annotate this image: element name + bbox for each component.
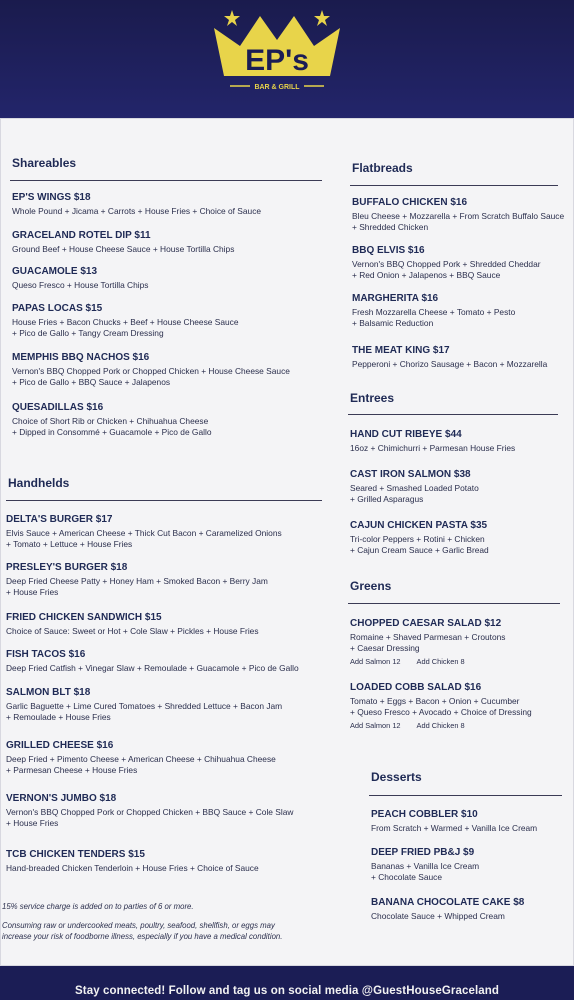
description-line: + Queso Fresco + Avocado + Choice of Dressing xyxy=(350,707,532,717)
menu-item-name: EP'S WINGS $18 xyxy=(12,192,91,203)
menu-item xyxy=(6,739,276,776)
menu-item xyxy=(12,302,239,339)
menu-item xyxy=(6,611,259,637)
menu-item-description xyxy=(12,366,290,388)
menu-item-description xyxy=(371,911,524,922)
section-title-greens: Greens xyxy=(350,579,392,593)
menu-item-description xyxy=(352,359,547,370)
menu-item-description xyxy=(352,307,515,329)
description-line: + House Fries xyxy=(6,818,59,828)
menu-item xyxy=(12,265,148,291)
addon-option: Add Salmon 12 xyxy=(350,657,401,666)
menu-item xyxy=(371,808,537,834)
menu-item xyxy=(352,344,547,370)
menu-item-name: QUESADILLAS $16 xyxy=(12,402,104,413)
description-line: + Balsamic Reduction xyxy=(352,318,434,328)
menu-item-description xyxy=(352,259,541,281)
description-line: + Pico de Gallo + Tangy Cream Dressing xyxy=(12,328,164,338)
menu-item xyxy=(6,686,282,723)
divider xyxy=(350,185,558,186)
menu-item-name: BUFFALO CHICKEN $16 xyxy=(352,197,468,208)
menu-item-description xyxy=(6,807,293,829)
divider xyxy=(369,795,562,796)
menu-item-name: FRIED CHICKEN SANDWICH $15 xyxy=(6,612,162,623)
menu-item-name: MEMPHIS BBQ NACHOS $16 xyxy=(12,352,150,363)
description-line: Bleu Cheese + Mozzarella + From Scratch Buffalo Sauce xyxy=(352,211,565,221)
menu-item-name: TCB CHICKEN TENDERS $15 xyxy=(6,849,145,860)
menu-item-name: GUACAMOLE $13 xyxy=(12,266,98,277)
menu-item xyxy=(352,292,515,329)
description-line: Deep Fried + Pimento Cheese + American Cheese + Chihuahua Cheese xyxy=(6,754,276,764)
menu-item-description xyxy=(371,823,537,834)
description-line: Deep Fried Cheese Patty + Honey Ham + Smoked Bacon + Berry Jam xyxy=(6,576,268,586)
description-line: Tomato + Eggs + Bacon + Onion + Cucumber xyxy=(350,696,520,706)
svg-text:EP's: EP's xyxy=(245,44,309,77)
divider xyxy=(348,603,560,604)
description-line: 16oz + Chimichurri + Parmesan House Fries xyxy=(350,443,516,453)
description-line: Vernon's BBQ Chopped Pork or Chopped Chicken + House Cheese Sauce xyxy=(12,366,290,376)
menu-item xyxy=(6,848,259,874)
section-title-handhelds: Handhelds xyxy=(8,476,70,490)
menu-item xyxy=(6,792,293,829)
description-line: Chocolate Sauce + Whipped Cream xyxy=(371,911,505,921)
svg-text:BAR & GRILL: BAR & GRILL xyxy=(254,84,300,91)
menu-item-name: CAST IRON SALMON $38 xyxy=(350,469,471,480)
description-line: Vernon's BBQ Chopped Pork + Shredded Cheddar xyxy=(352,259,541,269)
menu-item-description xyxy=(352,211,564,233)
description-line: Vernon's BBQ Chopped Pork or Chopped Chicken + BBQ Sauce + Cole Slaw xyxy=(6,807,294,817)
description-line: From Scratch + Warmed + Vanilla Ice Cream xyxy=(371,823,538,833)
description-line: + Grilled Asparagus xyxy=(350,494,424,504)
service-charge-note: 15% service charge is added on to parties of 6 or more. xyxy=(2,902,194,911)
menu-item-description xyxy=(350,534,489,556)
description-line: + Cajun Cream Sauce + Garlic Bread xyxy=(350,545,489,555)
consumer-advisory: Consuming raw or undercooked meats, poultry, seafood, shellfish, or eggs may increase your risk of foodborne illness, especially if you have a medical condition. xyxy=(2,921,283,941)
menu-item-description xyxy=(350,443,515,454)
menu-item-description xyxy=(6,663,299,674)
divider xyxy=(10,180,322,181)
menu-item xyxy=(350,468,479,505)
menu-item-description xyxy=(6,528,282,550)
description-line: + Parmesan Cheese + House Fries xyxy=(6,765,138,775)
menu-item-description xyxy=(371,861,479,883)
menu-item-name: DELTA'S BURGER $17 xyxy=(6,514,113,525)
menu-item-addons xyxy=(350,721,532,730)
description-line: Bananas + Vanilla Ice Cream xyxy=(371,861,480,871)
description-line: + Tomato + Lettuce + House Fries xyxy=(6,539,133,549)
divider xyxy=(6,500,322,501)
menu-item-name: PAPAS LOCAS $15 xyxy=(12,303,103,314)
menu-item-description xyxy=(6,701,282,723)
divider xyxy=(348,414,558,415)
menu-item xyxy=(352,196,564,233)
menu-item-name: THE MEAT KING $17 xyxy=(352,345,450,356)
menu-item xyxy=(6,648,299,674)
description-line: Pepperoni + Chorizo Sausage + Bacon + Mozzarella xyxy=(352,359,548,369)
description-line: Choice of Sauce: Sweet or Hot + Cole Slaw + Pickles + House Fries xyxy=(6,626,259,636)
menu-item-description xyxy=(12,206,261,217)
menu-item xyxy=(350,428,515,454)
section-title-entrees: Entrees xyxy=(350,391,395,405)
menu-item xyxy=(6,561,268,598)
menu-item xyxy=(6,513,282,550)
menu-item-name: VERNON'S JUMBO $18 xyxy=(6,793,117,804)
menu-item-description xyxy=(12,244,234,255)
menu-item-name: PEACH COBBLER $10 xyxy=(371,809,478,820)
menu-item-description xyxy=(12,317,239,339)
addon-option: Add Chicken 8 xyxy=(416,657,465,666)
menu-item-name: CAJUN CHICKEN PASTA $35 xyxy=(350,520,488,531)
menu-item-description xyxy=(6,754,276,776)
description-line: + Pico de Gallo + BBQ Sauce + Jalapenos xyxy=(12,377,171,387)
description-line: + House Fries xyxy=(6,587,59,597)
menu-item-name: GRACELAND ROTEL DIP $11 xyxy=(12,230,151,241)
menu-item-description xyxy=(12,416,211,438)
description-line: Seared + Smashed Loaded Potato xyxy=(350,483,479,493)
description-line: Tri-color Peppers + Rotini + Chicken xyxy=(350,534,485,544)
footer-social-text: Stay connected! Follow and tag us on social media @GuestHouseGraceland xyxy=(75,985,499,997)
addon-option: Add Salmon 12 xyxy=(350,721,401,730)
menu-item-name: FISH TACOS $16 xyxy=(6,649,86,660)
menu-item-name: SALMON BLT $18 xyxy=(6,687,91,698)
menu-item xyxy=(12,351,290,388)
menu-item xyxy=(350,519,489,556)
menu-item xyxy=(371,846,479,883)
menu-item-name: BBQ ELVIS $16 xyxy=(352,245,425,256)
description-line: Elvis Sauce + American Cheese + Thick Cut Bacon + Caramelized Onions xyxy=(6,528,282,538)
description-line: Romaine + Shaved Parmesan + Croutons xyxy=(350,632,506,642)
menu-item xyxy=(350,681,532,730)
menu-item xyxy=(12,191,261,217)
menu-item-name: BANANA CHOCOLATE CAKE $8 xyxy=(371,897,525,908)
section-title-flatbreads: Flatbreads xyxy=(352,161,413,175)
description-line: + Dipped in Consommé + Guacamole + Pico de Gallo xyxy=(12,427,212,437)
menu-item-name: DEEP FRIED PB&J $9 xyxy=(371,847,475,858)
menu-item-name: GRILLED CHEESE $16 xyxy=(6,740,114,751)
description-line: Choice of Short Rib or Chicken + Chihuahua Cheese xyxy=(12,416,209,426)
menu-item-name: CHOPPED CAESAR SALAD $12 xyxy=(350,618,502,629)
menu-item xyxy=(350,617,506,666)
description-line: Whole Pound + Jicama + Carrots + House Fries + Choice of Sauce xyxy=(12,206,262,216)
addon-option: Add Chicken 8 xyxy=(416,721,465,730)
menu-item-name: LOADED COBB SALAD $16 xyxy=(350,682,482,693)
menu-item-description xyxy=(6,576,268,598)
section-title-shareables: Shareables xyxy=(12,156,77,170)
description-line: House Fries + Bacon Chucks + Beef + House Cheese Sauce xyxy=(12,317,239,327)
description-line: + Shredded Chicken xyxy=(352,222,429,232)
description-line: + Remoulade + House Fries xyxy=(6,712,111,722)
description-line: Hand-breaded Chicken Tenderloin + House Fries + Choice of Sauce xyxy=(6,863,259,873)
description-line: Ground Beef + House Cheese Sauce + House Tortilla Chips xyxy=(12,244,235,254)
menu-item-description xyxy=(6,626,259,637)
menu-item-description xyxy=(12,280,148,291)
menu-item xyxy=(371,896,524,922)
menu-item-description xyxy=(6,863,259,874)
menu-item-description xyxy=(350,696,532,718)
menu-item-description xyxy=(350,483,479,505)
description-line: + Caesar Dressing xyxy=(350,643,420,653)
description-line: Queso Fresco + House Tortilla Chips xyxy=(12,280,149,290)
menu-item-name: HAND CUT RIBEYE $44 xyxy=(350,429,462,440)
menu-item xyxy=(12,229,234,255)
description-line: + Red Onion + Jalapenos + BBQ Sauce xyxy=(352,270,501,280)
menu-item xyxy=(352,244,541,281)
description-line: Deep Fried Catfish + Vinegar Slaw + Remoulade + Guacamole + Pico de Gallo xyxy=(6,663,299,673)
menu-item-name: PRESLEY'S BURGER $18 xyxy=(6,562,128,573)
menu-item-addons xyxy=(350,657,506,666)
description-line: + Chocolate Sauce xyxy=(371,872,443,882)
eps-logo xyxy=(210,6,344,96)
menu-item xyxy=(12,401,211,438)
section-title-desserts: Desserts xyxy=(371,770,422,784)
menu-item-name: MARGHERITA $16 xyxy=(352,293,439,304)
description-line: Garlic Baguette + Lime Cured Tomatoes + Shredded Lettuce + Bacon Jam xyxy=(6,701,283,711)
description-line: Fresh Mozzarella Cheese + Tomato + Pesto xyxy=(352,307,516,317)
menu-item-description xyxy=(350,632,506,654)
